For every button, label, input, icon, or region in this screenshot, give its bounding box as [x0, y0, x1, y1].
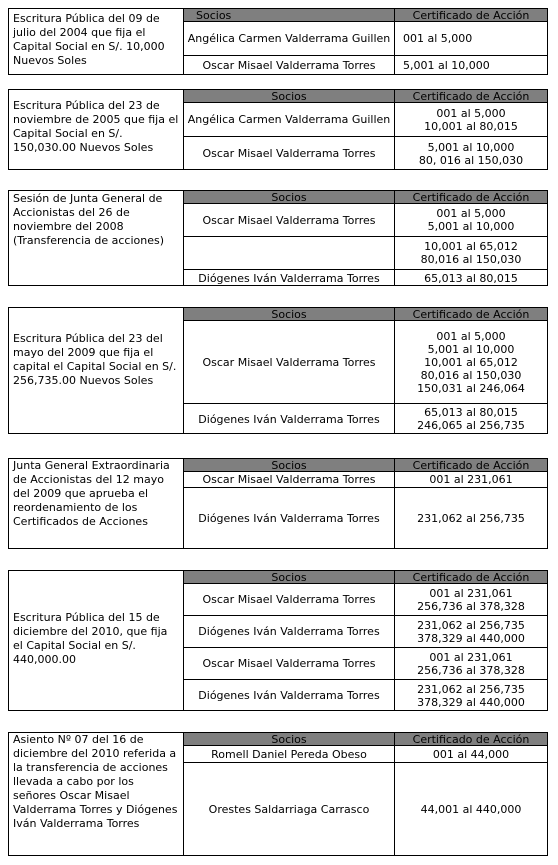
cert-range: 65,013 al 80,015 [424, 271, 518, 285]
table-row [184, 487, 547, 549]
cert-range: 001 al 231,061 [429, 650, 513, 664]
socio-name: Diógenes Iván Valderrama Torres [198, 271, 380, 285]
table-row [184, 102, 547, 136]
block-description: Escritura Pública del 23 de noviembre de 2005 que fija el Capital Social en S/. 150,030.00 Nuevos Soles [8, 89, 184, 170]
cert-range: 001 al 5,000 [436, 106, 506, 120]
socio-name: Angélica Carmen Valderrama Guillen [187, 113, 391, 126]
cert-range: 231,062 al 256,735 [417, 682, 525, 696]
cert-range: 246,065 al 256,735 [417, 419, 525, 432]
header-certificado: Certificado de Acción [394, 90, 547, 103]
cert-range: 001 al 231,061 [429, 473, 513, 486]
table-row [184, 203, 547, 236]
cert-range: 80, 016 al 150,030 [418, 153, 524, 167]
shares-table [184, 190, 548, 286]
block-description: Sesión de Junta General de Accionistas del 26 de noviembre del 2008 (Transferencia de acciones) [8, 190, 184, 286]
table-header [184, 89, 547, 102]
cert-cell [394, 584, 547, 615]
cert-range: 001 al 5,000 [403, 32, 473, 45]
table-header [184, 307, 547, 320]
cert-range: 5,001 al 10,000 [427, 140, 515, 154]
shares-table [184, 570, 548, 711]
cert-cell [394, 56, 547, 75]
cert-cell [394, 616, 547, 647]
socio-name: Angélica Carmen Valderrama Guillen [187, 32, 391, 45]
cert-range: 378,329 al 440,000 [417, 695, 525, 709]
block-description: Escritura Pública del 09 de julio del 2004 que fija el Capital Social en S/. 10,000 Nuevos Soles [8, 8, 184, 75]
socio-name: Oscar Misael Valderrama Torres [202, 147, 376, 160]
cert-range: 10,001 al 80,015 [424, 119, 518, 133]
cert-range: 001 al 44,000 [432, 747, 510, 761]
header-socios: Socios [271, 90, 307, 103]
cert-cell [394, 648, 547, 679]
registry-block [8, 190, 548, 286]
registry-block [8, 89, 548, 170]
table-header [184, 458, 547, 471]
table-header [184, 190, 547, 203]
socio-name: Orestes Saldarriaga Carrasco [208, 803, 370, 816]
cert-range: 80,016 al 150,030 [420, 253, 522, 266]
cert-range: 5,001 al 10,000 [427, 342, 515, 356]
socio-name: Diógenes Iván Valderrama Torres [198, 625, 380, 638]
header-socios: Socios [271, 733, 307, 746]
shares-table [184, 89, 548, 170]
cert-cell [394, 321, 547, 403]
header-socios: Socios [271, 571, 307, 584]
cert-cell [394, 472, 547, 487]
socio-name: Romell Daniel Pereda Obeso [211, 747, 367, 761]
cert-range: 10,001 al 65,012 [424, 240, 518, 253]
header-socios: Socios [271, 308, 307, 321]
table-row [184, 269, 547, 286]
table-row [184, 320, 547, 403]
cert-range: 80,016 al 150,030 [420, 368, 522, 382]
socio-name: Oscar Misael Valderrama Torres [202, 59, 376, 72]
cert-cell [394, 488, 547, 549]
cert-range: 231,062 al 256,735 [417, 512, 525, 525]
cert-range: 001 al 5,000 [436, 329, 506, 343]
shares-table [184, 458, 548, 549]
cert-cell [394, 763, 547, 856]
cert-cell [394, 137, 547, 170]
table-row [184, 471, 547, 487]
block-description: Escritura Pública del 23 del mayo del 2009 que fija el capital el Capital Social en S/. 256,735.00 Nuevos Soles [8, 307, 184, 434]
socio-name: Diógenes Iván Valderrama Torres [198, 512, 380, 525]
cert-range: 001 al 5,000 [436, 207, 506, 220]
registry-block [8, 8, 548, 75]
cert-range: 5,001 al 10,000 [427, 220, 515, 233]
socio-name [184, 237, 394, 269]
cert-range: 5,001 al 10,000 [403, 59, 490, 72]
cert-range: 10,001 al 65,012 [424, 355, 518, 369]
cert-cell [394, 404, 547, 434]
shares-table [184, 8, 548, 75]
table-row [184, 583, 547, 615]
header-certificado: Certificado de Acción [394, 571, 547, 584]
table-row [184, 21, 547, 55]
cert-range: 256,736 al 378,328 [417, 599, 525, 613]
cert-range: 001 al 231,061 [429, 586, 513, 600]
cert-cell [394, 680, 547, 711]
socio-name: Oscar Misael Valderrama Torres [202, 473, 376, 486]
socio-name: Diógenes Iván Valderrama Torres [198, 412, 380, 426]
cert-range: 378,329 al 440,000 [417, 631, 525, 645]
table-row [184, 236, 547, 269]
table-header [184, 732, 547, 745]
cert-cell [394, 204, 547, 236]
block-description: Asiento Nº 07 del 16 de diciembre del 2010 referida a la transferencia de acciones llevada a cabo por los señores Oscar Misael Valderrama Torres y Diógenes Iván Valderrama Torres [8, 732, 184, 856]
table-header [184, 570, 547, 583]
socio-name: Oscar Misael Valderrama Torres [202, 657, 376, 670]
cert-cell [394, 270, 547, 286]
cert-cell [394, 22, 547, 55]
header-socios: Socios [196, 9, 232, 22]
registry-block [8, 732, 548, 856]
table-row [184, 55, 547, 75]
table-row [184, 647, 547, 679]
cert-cell [394, 103, 547, 136]
cert-range: 150,031 al 246,064 [417, 381, 525, 395]
socio-name: Diógenes Iván Valderrama Torres [198, 689, 380, 702]
cert-range: 44,001 al 440,000 [420, 803, 522, 816]
table-row [184, 679, 547, 711]
header-socios: Socios [271, 459, 307, 472]
socio-name: Oscar Misael Valderrama Torres [202, 593, 376, 606]
shares-table [184, 307, 548, 434]
table-row [184, 762, 547, 856]
header-certificado: Certificado de Acción [394, 733, 547, 746]
header-certificado: Certificado de Acción [394, 191, 547, 204]
header-certificado: Certificado de Acción [394, 9, 547, 22]
registry-block [8, 458, 548, 549]
shares-table [184, 732, 548, 856]
registry-block [8, 570, 548, 711]
table-row [184, 136, 547, 170]
cert-range: 65,013 al 80,015 [424, 406, 518, 419]
cert-range: 231,062 al 256,735 [417, 618, 525, 632]
header-socios: Socios [271, 191, 307, 204]
header-certificado: Certificado de Acción [394, 459, 547, 472]
cert-cell [394, 746, 547, 762]
table-row [184, 403, 547, 434]
block-description: Escritura Pública del 15 de diciembre del 2010, que fija el Capital Social en S/. 440,000.00 [8, 570, 184, 711]
table-row [184, 615, 547, 647]
registry-block [8, 307, 548, 434]
table-header [184, 8, 547, 21]
cert-range: 256,736 al 378,328 [417, 663, 525, 677]
header-certificado: Certificado de Acción [394, 308, 547, 321]
socio-name: Oscar Misael Valderrama Torres [202, 213, 376, 227]
block-description: Junta General Extraordinaria de Accionistas del 12 mayo del 2009 que aprueba el reordenamiento de los Certificados de Acciones [8, 458, 184, 549]
table-row [184, 745, 547, 762]
socio-name: Oscar Misael Valderrama Torres [202, 355, 376, 369]
cert-cell [394, 237, 547, 269]
